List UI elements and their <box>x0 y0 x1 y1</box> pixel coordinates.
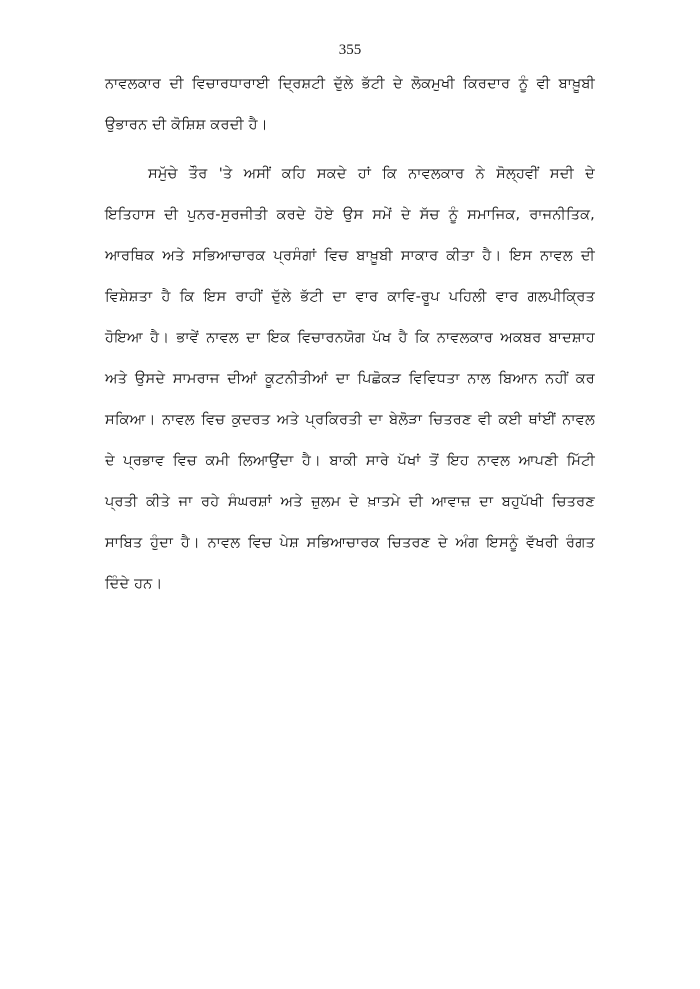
text-line: ਦਿੰਦੇ ਹਨ। <box>105 576 163 592</box>
text-line: ਸਾਬਿਤ ਹੁੰਦਾ ਹੈ। ਨਾਵਲ ਵਿਚ ਪੇਸ਼ ਸਭਿਆਚਾਰਕ ਚਿਤਰਣ ਦੇ ਅੰਗ ਇਸਨੂੰ ਵੱਖਰੀ ਰੰਗਤ <box>105 535 595 551</box>
text-line: ਪ੍ਰਤੀ ਕੀਤੇ ਜਾ ਰਹੇ ਸੰਘਰਸ਼ਾਂ ਅਤੇ ਜ਼ੁਲਮ ਦੇ ਖ਼ਾਤਮੇ ਦੀ ਆਵਾਜ਼ ਦਾ ਬਹੁਪੱਖੀ ਚਿਤਰਣ <box>105 494 595 510</box>
text-line: ਹੋਇਆ ਹੈ। ਭਾਵੇਂ ਨਾਵਲ ਦਾ ਇਕ ਵਿਚਾਰਨਯੋਗ ਪੱਖ ਹੈ ਕਿ ਨਾਵਲਕਾਰ ਅਕਬਰ ਬਾਦਸ਼ਾਹ <box>105 330 595 346</box>
text-line: ਦੇ ਪ੍ਰਭਾਵ ਵਿਚ ਕਮੀ ਲਿਆਉਂਦਾ ਹੈ। ਬਾਕੀ ਸਾਰੇ ਪੱਖਾਂ ਤੋਂ ਇਹ ਨਾਵਲ ਆਪਣੀ ਮਿੱਟੀ <box>105 453 595 469</box>
paragraph-2 <box>105 154 595 605</box>
text-line: ਸਕਿਆ। ਨਾਵਲ ਵਿਚ ਕੁਦਰਤ ਅਤੇ ਪ੍ਰਕਿਰਤੀ ਦਾ ਬੇਲੋੜਾ ਚਿਤਰਣ ਵੀ ਕਈ ਥਾਂਈਂ ਨਾਵਲ <box>105 412 595 428</box>
paragraph-1 <box>105 64 595 146</box>
paragraph-gap <box>105 146 595 154</box>
text-line: ਸਮੁੱਚੇ ਤੌਰ 'ਤੇ ਅਸੀਂ ਕਹਿ ਸਕਦੇ ਹਾਂ ਕਿ ਨਾਵਲਕਾਰ ਨੇ ਸੋਲ੍ਹਵੀਂ ਸਦੀ ਦੇ <box>148 166 595 182</box>
text-line: ਉਭਾਰਨ ਦੀ ਕੋਸ਼ਿਸ਼ ਕਰਦੀ ਹੈ। <box>105 117 268 133</box>
text-line: ਨਾਵਲਕਾਰ ਦੀ ਵਿਚਾਰਧਾਰਾਈ ਦ੍ਰਿਸ਼ਟੀ ਦੁੱਲੇ ਭੱਟੀ ਦੇ ਲੋਕਮੁਖੀ ਕਿਰਦਾਰ ਨੂੰ ਵੀ ਬਾਖ਼ੂਬੀ <box>105 76 595 92</box>
text-line: ਆਰਥਿਕ ਅਤੇ ਸਭਿਆਚਾਰਕ ਪ੍ਰਸੰਗਾਂ ਵਿਚ ਬਾਖ਼ੂਬੀ ਸਾਕਾਰ ਕੀਤਾ ਹੈ। ਇਸ ਨਾਵਲ ਦੀ <box>105 248 595 264</box>
text-line: ਇਤਿਹਾਸ ਦੀ ਪੁਨਰ-ਸੁਰਜੀਤੀ ਕਰਦੇ ਹੋਏ ਉਸ ਸਮੇਂ ਦੇ ਸੱਚ ਨੂੰ ਸਮਾਜਿਕ, ਰਾਜਨੀਤਿਕ, <box>105 207 595 223</box>
body-text <box>105 64 595 605</box>
page-number: 355 <box>338 42 362 58</box>
text-line: ਅਤੇ ਉਸਦੇ ਸਾਮਰਾਜ ਦੀਆਂ ਕੂਟਨੀਤੀਆਂ ਦਾ ਪਿਛੋਕੜ ਵਿਵਿਧਤਾ ਨਾਲ ਬਿਆਨ ਨਹੀਂ ਕਰ <box>105 371 595 387</box>
text-line: ਵਿਸ਼ੇਸ਼ਤਾ ਹੈ ਕਿ ਇਸ ਰਾਹੀਂ ਦੁੱਲੇ ਭੱਟੀ ਦਾ ਵਾਰ ਕਾਵਿ-ਰੂਪ ਪਹਿਲੀ ਵਾਰ ਗਲਪੀਕ੍ਰਿਤ <box>105 289 595 305</box>
